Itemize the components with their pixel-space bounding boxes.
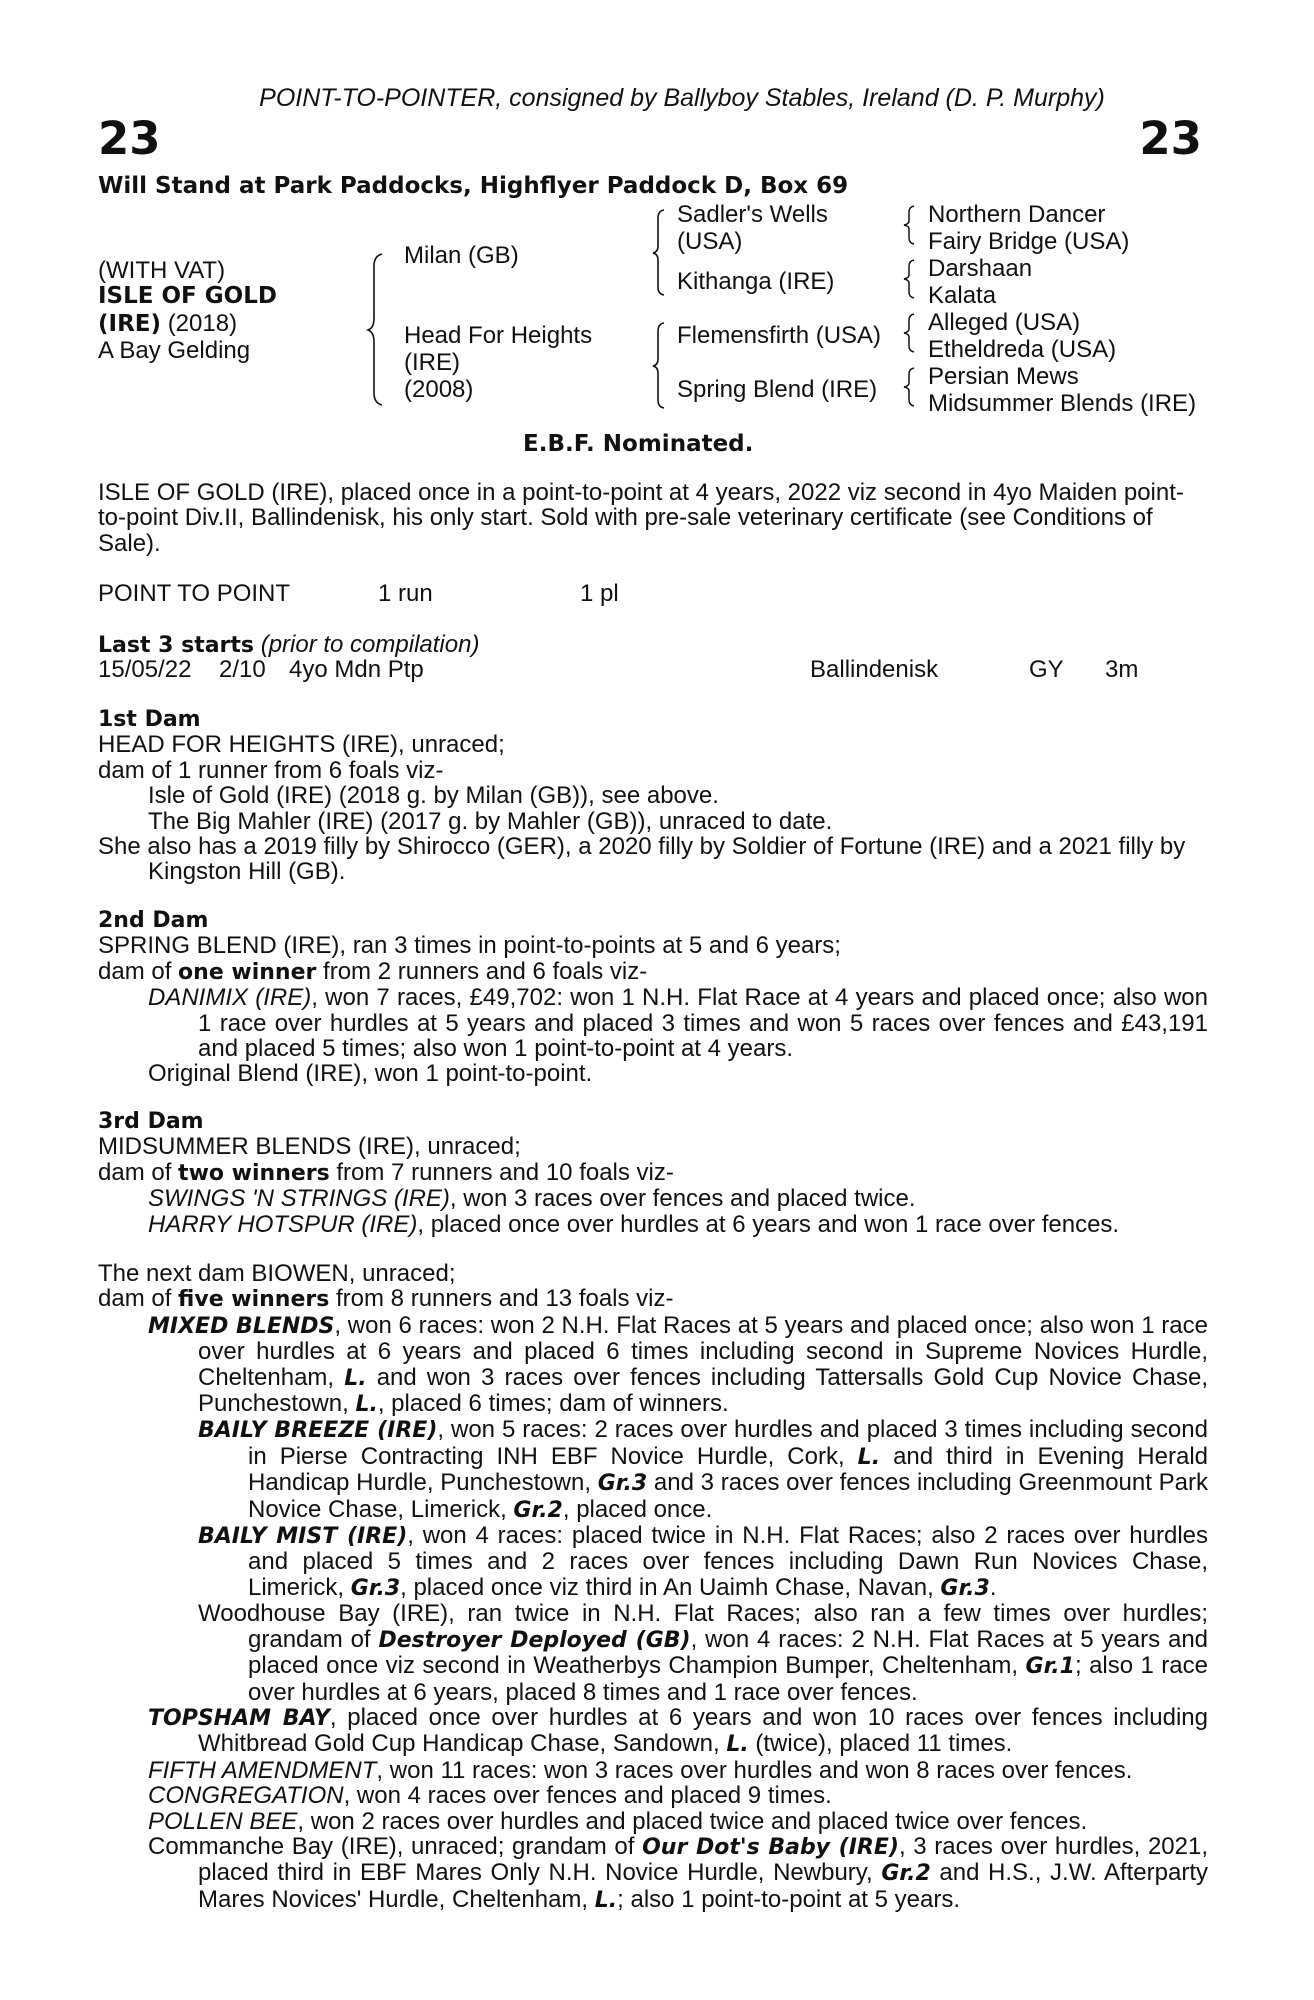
second-dam-section: [98, 908, 1208, 1087]
race-grade: Gr.3: [350, 1575, 401, 1601]
dd-bracket-icon: [902, 366, 916, 408]
text-span: dam of: [98, 1158, 179, 1186]
text-span: dam of: [98, 957, 179, 985]
second-dam-line2: [98, 959, 1208, 985]
text-span: , won 4 races: placed twice in N.H. Flat Races; also 2 races over hurdles and placed 5 times and 2 races over fences including Dawn Run Novices Chase, Limerick,: [248, 1522, 1209, 1601]
next-dam-line1: The next dam BIOWEN, unraced;: [98, 1260, 456, 1287]
horse-name-pollen-bee: POLLEN BEE: [148, 1807, 298, 1835]
race-grade: L.: [344, 1365, 367, 1391]
swings-entry: [98, 1186, 1208, 1211]
woodhouse-bay-entry: [98, 1601, 1208, 1705]
race-grade: Gr.1: [1025, 1654, 1075, 1680]
pedigree-sire-dam: Kithanga (IRE): [677, 268, 835, 295]
pedigree-dam-dam: Spring Blend (IRE): [677, 376, 878, 403]
text-span: , won 2 races over hurdles and placed twice and placed twice over fences.: [297, 1807, 1088, 1835]
race-grade: L.: [726, 1732, 749, 1758]
text-span: ; also 1 point-to-point at 5 years.: [617, 1885, 960, 1913]
text-span: , placed once viz third in An Uaimh Chase, Navan,: [400, 1573, 941, 1601]
race-grade: L.: [594, 1887, 618, 1913]
next-dam-section: [98, 1261, 1208, 1913]
text-span: and won 3 races over fences including Tattersalls Gold Cup Novice Chase, Punchestown,: [198, 1363, 1208, 1418]
horse-name-our-dots-baby: Our Dot's Baby (IRE): [642, 1834, 899, 1860]
danimix-entry: [98, 985, 1208, 1061]
mixed-blends-entry: [98, 1313, 1208, 1418]
text-span: , won 7 races, £49,702: won 1 N.H. Flat Race at 4 years and placed once; also won 1 race over hurdles at 5 years and placed 3 times and won 5 races over fences and £43,191 and placed 5 times; also won 1 point-to-point at 4 years.: [198, 984, 1208, 1063]
start-position: 2/10: [219, 656, 266, 683]
lot-number-left: 23: [98, 112, 161, 165]
text-span: , won 6 races: won 2 N.H. Flat Races at 5 years and placed once; also won 1 race over hurdles at 6 years and placed 6 times including second in Supreme Novices Hurdle, Cheltenham,: [198, 1311, 1208, 1391]
third-dam-line1: MIDSUMMER BLENDS (IRE), unraced;: [98, 1133, 521, 1161]
start-race: 4yo Mdn Ptp: [289, 656, 424, 683]
text-span: from 7 runners and 10 foals viz-: [329, 1158, 674, 1186]
commanche-bay-entry: [98, 1834, 1208, 1913]
pedigree-sire: Milan (GB): [404, 242, 519, 269]
text-span: from 2 runners and 6 foals viz-: [316, 957, 648, 985]
pedigree-sds: Darshaan: [928, 255, 1033, 282]
first-dam-foal1: Isle of Gold (IRE) (2018 g. by Milan (GB)), see above.: [148, 782, 719, 810]
pedigree-dam-sire: Flemensfirth (USA): [677, 322, 882, 349]
sire-bracket-icon: [651, 208, 667, 296]
topsham-bay-entry: [98, 1705, 1208, 1758]
ds-bracket-icon: [902, 312, 916, 354]
first-dam-line1: HEAD FOR HEIGHTS (IRE), unraced;: [98, 731, 505, 759]
race-grade: Gr.2: [513, 1497, 563, 1523]
horse-origin-year: [98, 310, 237, 338]
second-dam-heading: 2nd Dam: [98, 908, 209, 933]
pollen-bee-entry: [98, 1809, 1208, 1834]
horse-year: (2018): [167, 310, 238, 337]
pedigree-dam-line2: (IRE): [404, 349, 460, 376]
start-course: Ballindenisk: [810, 656, 939, 683]
pedigree-dsd: Etheldreda (USA): [928, 336, 1117, 363]
text-span: .: [989, 1573, 997, 1601]
pedigree-sire-sire-line1: Sadler's Wells: [677, 201, 828, 228]
race-grade: Gr.3: [940, 1575, 990, 1601]
text-span: , won 4 races over fences and placed 9 times.: [343, 1782, 832, 1810]
horse-name-danimix: DANIMIX (IRE): [148, 984, 312, 1012]
next-dam-line2: [98, 1286, 1208, 1312]
second-dam-line1: SPRING BLEND (IRE), ran 3 times in point-to-points at 5 and 6 years;: [98, 932, 841, 960]
race-grade: Gr.2: [881, 1861, 931, 1887]
summary-text: ISLE OF GOLD (IRE), placed once in a point-to-point at 4 years, 2022 viz second in 4yo Maiden point-to-point Div.II, Ballindenisk, his only start. Sold with pre-sale veterinary certificate (see Conditions of Sale).: [98, 479, 1184, 557]
lot-number-right: 23: [1139, 112, 1202, 165]
text-span: (twice), placed 11 times.: [748, 1730, 1013, 1758]
dam-bracket-icon: [651, 321, 667, 409]
vat-note: (WITH VAT): [98, 257, 226, 284]
third-dam-heading: 3rd Dam: [98, 1109, 204, 1134]
pedigree-ssd: Fairy Bridge (USA): [928, 228, 1130, 255]
text-span: and H.S., J.W. Afterparty Mares Novices' Hurdle, Cheltenham,: [198, 1859, 1208, 1913]
consignment-line: POINT-TO-POINTER, consigned by Ballyboy Stables, Ireland (D. P. Murphy): [259, 84, 1105, 112]
fifth-amendment-entry: [98, 1758, 1208, 1783]
race-grade: L.: [355, 1392, 378, 1418]
summary-paragraph: [98, 480, 1208, 556]
horse-name-congregation: CONGREGATION: [148, 1782, 344, 1810]
text-span: , placed once.: [562, 1495, 713, 1523]
baily-breeze-entry: [98, 1417, 1208, 1523]
baily-mist-entry: [98, 1523, 1208, 1601]
horse-name-destroyer-deployed: Destroyer Deployed (GB): [378, 1627, 691, 1653]
first-dam-section: [98, 707, 1208, 885]
last-starts-heading: [98, 632, 479, 658]
pedigree-sire-sire-line2: (USA): [677, 228, 743, 255]
text-span: and third in Evening Herald Handicap Hurdle, Punchestown,: [248, 1442, 1208, 1497]
text-span: from 8 runners and 13 foals viz-: [329, 1285, 674, 1313]
record-placed: 1 pl: [580, 580, 619, 607]
text-span: and 3 races over fences including Greenmount Park Novice Chase, Limerick,: [248, 1469, 1208, 1523]
last-starts-note: (prior to compilation): [260, 631, 480, 658]
horse-name-harry: HARRY HOTSPUR (IRE): [148, 1210, 418, 1238]
horse-name-swings: SWINGS 'N STRINGS (IRE): [148, 1185, 450, 1213]
first-dam-line2: dam of 1 runner from 6 foals viz-: [98, 756, 444, 784]
pedigree-dam-line3: (2008): [404, 376, 474, 403]
text-span: ; also 1 race over hurdles at 6 years, placed 8 times and 1 race over fences.: [248, 1652, 1208, 1706]
third-dam-line2: [98, 1160, 1208, 1186]
horse-origin: (IRE): [98, 311, 162, 337]
text-span: dam of: [98, 1285, 179, 1313]
first-dam-foal2: The Big Mahler (IRE) (2017 g. by Mahler (GB)), unraced to date.: [148, 807, 833, 835]
ebf-nominated: E.B.F. Nominated.: [523, 431, 754, 457]
pedigree-dss: Alleged (USA): [928, 309, 1081, 336]
ss-bracket-icon: [902, 204, 916, 246]
pedigree-sdd: Kalata: [928, 282, 997, 309]
pedigree-dam-line1: Head For Heights: [404, 322, 593, 349]
text-span: , won 11 races: won 3 races over hurdles and won 8 races over fences.: [376, 1756, 1133, 1784]
text-span: Commanche Bay (IRE), unraced; grandam of: [148, 1832, 643, 1860]
record-runs: 1 run: [378, 580, 433, 607]
race-grade: Gr.3: [597, 1471, 648, 1497]
horse-name-fifth-amendment: FIFTH AMENDMENT: [148, 1756, 377, 1784]
text-span: , placed once over hurdles at 6 years and won 10 races over fences including Whitbread Gold Cup Handicap Chase, Sandown,: [198, 1703, 1208, 1758]
congregation-entry: [98, 1783, 1208, 1808]
text-span: Woodhouse Bay (IRE), ran twice in N.H. Flat Races; also ran a few times over hurdles; grandam of: [198, 1600, 1208, 1653]
text-span: , won 3 races over fences and placed twice.: [449, 1185, 916, 1213]
first-dam-heading: 1st Dam: [98, 707, 201, 732]
record-label: POINT TO POINT: [98, 580, 291, 607]
harry-entry: [98, 1212, 1208, 1237]
horse-name-mixed-blends: MIXED BLENDS: [148, 1313, 335, 1339]
horse-name: ISLE OF GOLD: [98, 283, 277, 309]
start-distance: 3m: [1105, 656, 1139, 683]
sd-bracket-icon: [902, 258, 916, 300]
horse-name-topsham-bay: TOPSHAM BAY: [148, 1705, 330, 1731]
winners-count: two winners: [178, 1160, 330, 1186]
last-starts-title: Last 3 starts: [98, 633, 255, 658]
text-span: , 3 races over hurdles, 2021, placed third in EBF Mares Only N.H. Novice Hurdle, Newbury,: [198, 1832, 1209, 1887]
winners-count: five winners: [178, 1287, 330, 1313]
first-dam-other-foals: She also has a 2019 filly by Shirocco (GER), a 2020 filly by Soldier of Fortune (IRE) and a 2021 filly by Kingston Hill (GB).: [98, 833, 1186, 886]
stand-location: Will Stand at Park Paddocks, Highflyer Paddock D, Box 69: [98, 173, 849, 199]
text-span: , placed once over hurdles at 6 years and won 1 race over fences.: [417, 1210, 1120, 1238]
horse-name-baily-breeze: BAILY BREEZE (IRE): [198, 1418, 438, 1444]
horse-description: A Bay Gelding: [98, 337, 251, 364]
horse-name-baily-mist: BAILY MIST (IRE): [198, 1524, 408, 1550]
pedigree-sss: Northern Dancer: [928, 201, 1106, 228]
start-going: GY: [1029, 656, 1064, 683]
start-date: 15/05/22: [98, 656, 192, 683]
pedigree-ddd: Midsummer Blends (IRE): [928, 390, 1197, 417]
pedigree-dds: Persian Mews: [928, 363, 1079, 390]
original-blend-entry: Original Blend (IRE), won 1 point-to-point.: [148, 1060, 593, 1088]
text-span: , placed 6 times; dam of winners.: [377, 1390, 729, 1418]
third-dam-section: [98, 1109, 1208, 1237]
main-bracket-icon: [366, 252, 386, 407]
race-grade: L.: [857, 1444, 881, 1470]
text-span: , won 4 races: 2 N.H. Flat Races at 5 years and placed once viz second in Weatherbys Champion Bumper, Cheltenham,: [248, 1625, 1209, 1680]
text-span: , won 5 races: 2 races over hurdles and placed 3 times including second in Pierse Contracting INH EBF Novice Hurdle, Cork,: [248, 1416, 1208, 1470]
winners-count: one winner: [178, 959, 317, 985]
